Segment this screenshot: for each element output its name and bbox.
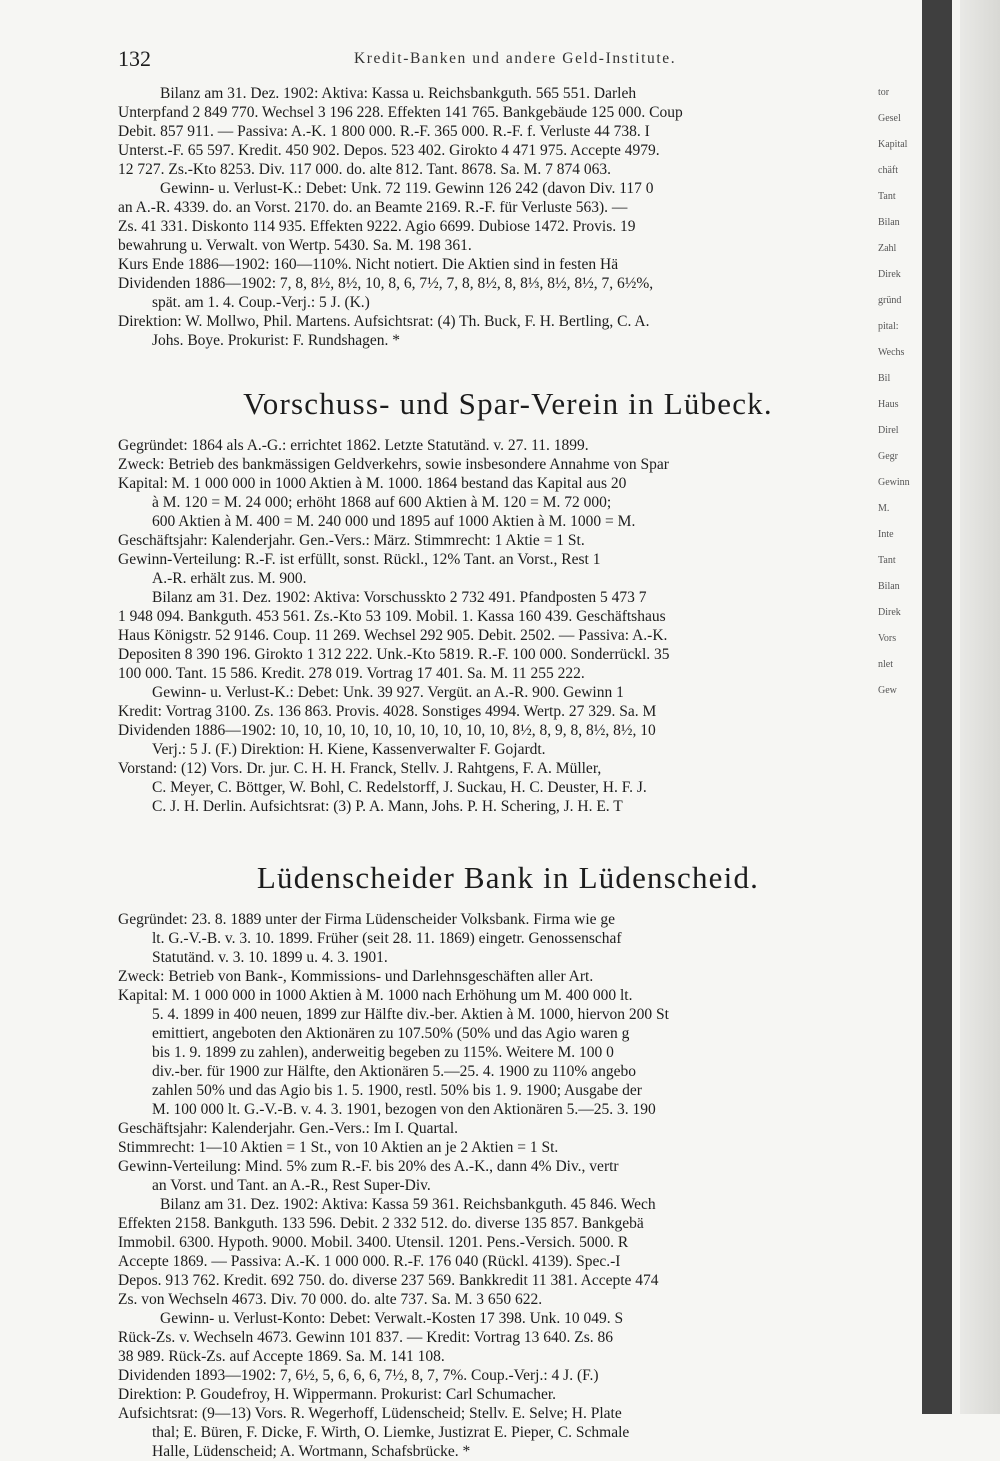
text-line: Gewinn- u. Verlust-K.: Debet: Unk. 72 119. Gewinn 126 242 (davon Div. 117 0 — [160, 180, 654, 197]
text-line: M. 100 000 lt. G.-V.-B. v. 4. 3. 1901, bezogen von den Aktionären 5.—25. 3. 190 — [152, 1101, 656, 1118]
book-binding — [922, 0, 952, 1414]
facing-fragment: Gew — [878, 685, 897, 696]
text-line: C. Meyer, C. Böttger, W. Bohl, C. Redelstorff, J. Suckau, H. C. Deuster, H. F. J. — [152, 779, 647, 796]
text-line: 600 Aktien à M. 400 = M. 240 000 und 1895 auf 1000 Aktien à M. 1000 = M. — [152, 513, 636, 530]
text-line: Dividenden 1886—1902: 7, 8, 8½, 8½, 10, 8, 6, 7½, 7, 8, 8½, 8, 8⅓, 8½, 8½, 7, 6½%, — [118, 275, 654, 292]
spacer — [118, 350, 878, 372]
text-line: Aufsichtsrat: (9—13) Vors. R. Wegerhoff, Lüdenscheid; Stellv. E. Selve; H. Plate — [118, 1405, 622, 1422]
text-line: an A.-R. 4339. do. an Vorst. 2170. do. an Beamte 2169. R.-F. für Verluste 563). — — [118, 199, 628, 216]
facing-fragment: Kapital — [878, 139, 908, 150]
text-line: Dividenden 1893—1902: 7, 6½, 5, 6, 6, 6, 7½, 8, 7, 7%. Coup.-Verj.: 4 J. (F.) — [118, 1367, 599, 1384]
text-line: Bilanz am 31. Dez. 1902: Aktiva: Vorschusskto 2 732 491. Pfandposten 5 473 7 — [152, 589, 647, 606]
text-line: Stimmrecht: 1—10 Aktien = 1 St., von 10 Aktien an je 2 Aktien = 1 St. — [118, 1139, 559, 1156]
text-line: à M. 120 = M. 24 000; erhöht 1868 auf 600 Aktien à M. 120 = M. 72 000; — [152, 494, 612, 511]
facing-fragment: Bilan — [878, 217, 900, 228]
running-title: Kredit-Banken und andere Geld-Institute. — [354, 50, 677, 67]
text-line: Kurs Ende 1886—1902: 160—110%. Nicht notiert. Die Aktien sind in festen Hä — [118, 256, 619, 273]
text-line: Johs. Boye. Prokurist: F. Rundshagen. * — [152, 332, 401, 349]
facing-fragment: Tant — [878, 555, 896, 566]
facing-fragment: M. — [878, 503, 890, 514]
facing-fragment: Vors — [878, 633, 897, 644]
facing-fragment: Gegr — [878, 451, 898, 462]
text-line: Haus Königstr. 52 9146. Coup. 11 269. Wechsel 292 905. Debit. 2502. — Passiva: A.-K. — [118, 627, 668, 644]
text-line: Kredit: Vortrag 3100. Zs. 136 863. Provis. 4028. Sonstiges 4994. Wertp. 27 329. Sa. M — [118, 703, 657, 720]
facing-fragment: gründ — [878, 295, 902, 306]
section-previous-bank — [118, 84, 878, 350]
text-line: A.-R. erhält zus. M. 900. — [152, 570, 307, 587]
spacer — [118, 816, 878, 846]
text-line: 38 989. Rück-Zs. auf Accepte 1869. Sa. M. 141 108. — [118, 1348, 445, 1365]
text-line: Direktion: W. Mollwo, Phil. Martens. Aufsichtsrat: (4) Th. Buck, F. H. Bertling, C. A. — [118, 313, 650, 330]
page-number: 132 — [118, 46, 151, 71]
text-line: Direktion: P. Goudefroy, H. Wippermann. Prokurist: Carl Schumacher. — [118, 1386, 557, 1403]
text-line: Geschäftsjahr: Kalenderjahr. Gen.-Vers.: März. Stimmrecht: 1 Aktie = 1 St. — [118, 532, 585, 549]
text-line: Unterst.-F. 65 597. Kredit. 450 902. Depos. 523 402. Girokto 4 471 975. Accepte 4979. — [118, 142, 660, 159]
facing-fragment: Direl — [878, 425, 899, 436]
facing-fragment: pital: — [878, 321, 899, 332]
facing-fragment: Wechs — [878, 347, 905, 358]
text-line: Bilanz am 31. Dez. 1902: Aktiva: Kassa 59 361. Reichsbankguth. 45 846. Wech — [160, 1196, 656, 1213]
facing-fragment: Bil — [878, 373, 891, 384]
facing-fragment: Bilan — [878, 581, 900, 592]
book-page — [118, 38, 878, 1461]
facing-fragment: Zahl — [878, 243, 897, 254]
text-line: Verj.: 5 J. (F.) Direktion: H. Kiene, Kassenverwalter F. Gojardt. — [152, 741, 546, 758]
facing-fragment: Tant — [878, 191, 896, 202]
text-line: Dividenden 1886—1902: 10, 10, 10, 10, 10, 10, 10, 10, 10, 10, 8½, 8, 9, 8, 8½, 8½, 10 — [118, 722, 656, 739]
facing-fragment: Inte — [878, 529, 894, 540]
text-line: Geschäftsjahr: Kalenderjahr. Gen.-Vers.: Im I. Quartal. — [118, 1120, 459, 1137]
text-line: Gewinn-Verteilung: Mind. 5% zum R.-F. bis 20% des A.-K., dann 4% Div., vertr — [118, 1158, 619, 1175]
text-line: Kapital: M. 1 000 000 in 1000 Aktien à M. 1000 nach Erhöhung um M. 400 000 lt. — [118, 987, 633, 1004]
facing-fragment: Direk — [878, 269, 901, 280]
page-edge-shadow — [960, 0, 1000, 1414]
text-line: Vorstand: (12) Vors. Dr. jur. C. H. H. Franck, Stellv. J. Rahtgens, F. A. Müller, — [118, 760, 602, 777]
text-line: emittiert, angeboten den Aktionären zu 107.50% (50% und das Agio waren g — [152, 1025, 630, 1042]
section-title: Vorschuss- und Spar-Verein in Lübeck. — [243, 386, 773, 421]
text-line: an Vorst. und Tant. an A.-R., Rest Super-Div. — [152, 1177, 431, 1194]
text-line: bewahrung u. Verwalt. von Wertp. 5430. Sa. M. 198 361. — [118, 237, 472, 254]
facing-fragment: nlet — [878, 659, 893, 670]
text-line: lt. G.-V.-B. v. 3. 10. 1899. Früher (seit 28. 11. 1869) eingetr. Genossenschaf — [152, 930, 622, 947]
text-line: thal; E. Büren, F. Dicke, F. Wirth, O. Liemke, Justizrat E. Pieper, C. Schmale — [152, 1424, 630, 1441]
section-vorschuss-verein — [118, 372, 878, 816]
text-line: Zweck: Betrieb des bankmässigen Geldverkehrs, sowie insbesondere Annahme von Spar — [118, 456, 669, 473]
text-line: Bilanz am 31. Dez. 1902: Aktiva: Kassa u. Reichsbankguth. 565 551. Darleh — [160, 85, 637, 102]
text-line: Gewinn- u. Verlust-K.: Debet: Unk. 39 927. Vergüt. an A.-R. 900. Gewinn 1 — [152, 684, 624, 701]
text-line: Zs. 41 331. Diskonto 114 935. Effekten 9222. Agio 6699. Dubiose 1472. Provis. 19 — [118, 218, 636, 235]
text-line: Zs. von Wechseln 4673. Div. 70 000. do. alte 737. Sa. M. 3 650 622. — [118, 1291, 543, 1308]
text-line: Halle, Lüdenscheid; A. Wortmann, Schafsbrücke. * — [152, 1443, 471, 1460]
facing-fragment: chäft — [878, 165, 898, 176]
facing-page-fragments — [878, 80, 922, 1380]
text-line: Gegründet: 1864 als A.-G.: errichtet 1862. Letzte Statutänd. v. 27. 11. 1899. — [118, 437, 589, 454]
facing-fragment: tor — [878, 87, 890, 98]
text-line: Depos. 913 762. Kredit. 692 750. do. diverse 237 569. Bankkredit 11 381. Accepte 474 — [118, 1272, 659, 1289]
text-line: C. J. H. Derlin. Aufsichtsrat: (3) P. A. Mann, Johs. P. H. Schering, J. H. E. T — [152, 798, 623, 815]
text-line: spät. am 1. 4. Coup.-Verj.: 5 J. (K.) — [152, 294, 370, 311]
text-line: Gewinn- u. Verlust-Konto: Debet: Verwalt.-Kosten 17 398. Unk. 10 049. S — [160, 1310, 624, 1327]
text-line: Kapital: M. 1 000 000 in 1000 Aktien à M. 1000. 1864 bestand das Kapital aus 20 — [118, 475, 627, 492]
text-line: zahlen 50% und das Agio bis 1. 5. 1900, restl. 50% bis 1. 9. 1900; Ausgabe der — [152, 1082, 642, 1099]
text-line: Gegründet: 23. 8. 1889 unter der Firma Lüdenscheider Volksbank. Firma wie ge — [118, 911, 616, 928]
text-line: Gewinn-Verteilung: R.-F. ist erfüllt, sonst. Rückl., 12% Tant. an Vorst., Rest 1 — [118, 551, 601, 568]
section-luedenscheider-bank — [118, 846, 878, 1461]
page-header — [118, 38, 878, 84]
facing-fragment: Gewinn — [878, 477, 910, 488]
section-title: Lüdenscheider Bank in Lüdenscheid. — [256, 860, 760, 895]
text-line: 12 727. Zs.-Kto 8253. Div. 117 000. do. alte 812. Tant. 8678. Sa. M. 7 874 063. — [118, 161, 612, 178]
text-line: Unterpfand 2 849 770. Wechsel 3 196 228. Effekten 141 765. Bankgebäude 125 000. Coup — [118, 104, 683, 121]
facing-fragment: Direk — [878, 607, 901, 618]
text-line: Statutänd. v. 3. 10. 1899 u. 4. 3. 1901. — [152, 949, 388, 966]
text-line: Zweck: Betrieb von Bank-, Kommissions- und Darlehnsgeschäften aller Art. — [118, 968, 594, 985]
text-line: bis 1. 9. 1899 zu zahlen), anderweitig begeben zu 115%. Weitere M. 100 0 — [152, 1044, 614, 1061]
text-line: Immobil. 6300. Hypoth. 9000. Mobil. 3400. Utensil. 1201. Pens.-Versich. 5000. R — [118, 1234, 629, 1251]
text-line: Effekten 2158. Bankguth. 133 596. Debit. 2 332 512. do. diverse 135 857. Bankgebä — [118, 1215, 644, 1232]
text-line: Depositen 8 390 196. Girokto 1 312 222. Unk.-Kto 5819. R.-F. 100 000. Sonderrückl. 35 — [118, 646, 670, 663]
text-line: div.-ber. für 1900 zur Hälfte, den Aktionären 5.—25. 4. 1900 zu 110% angebo — [152, 1063, 636, 1080]
text-line: Debit. 857 911. — Passiva: A.-K. 1 800 000. R.-F. 365 000. R.-F. f. Verluste 44 738. I — [118, 123, 650, 140]
text-line: Rück-Zs. v. Wechseln 4673. Gewinn 101 837. — Kredit: Vortrag 13 640. Zs. 86 — [118, 1329, 613, 1346]
text-line: Accepte 1869. — Passiva: A.-K. 1 000 000. R.-F. 176 040 (Rückl. 4139). Spec.-I — [118, 1253, 621, 1270]
facing-fragment: Haus — [878, 399, 899, 410]
text-line: 5. 4. 1899 in 400 neuen, 1899 zur Hälfte div.-ber. Aktien à M. 1000, hiervon 200 St — [152, 1006, 669, 1023]
facing-fragment: Gesel — [878, 113, 901, 124]
text-line: 100 000. Tant. 15 586. Kredit. 278 019. Vortrag 17 401. Sa. M. 11 255 222. — [118, 665, 585, 682]
text-line: 1 948 094. Bankguth. 453 561. Zs.-Kto 53 109. Mobil. 1. Kassa 160 439. Geschäftshaus — [118, 608, 666, 625]
